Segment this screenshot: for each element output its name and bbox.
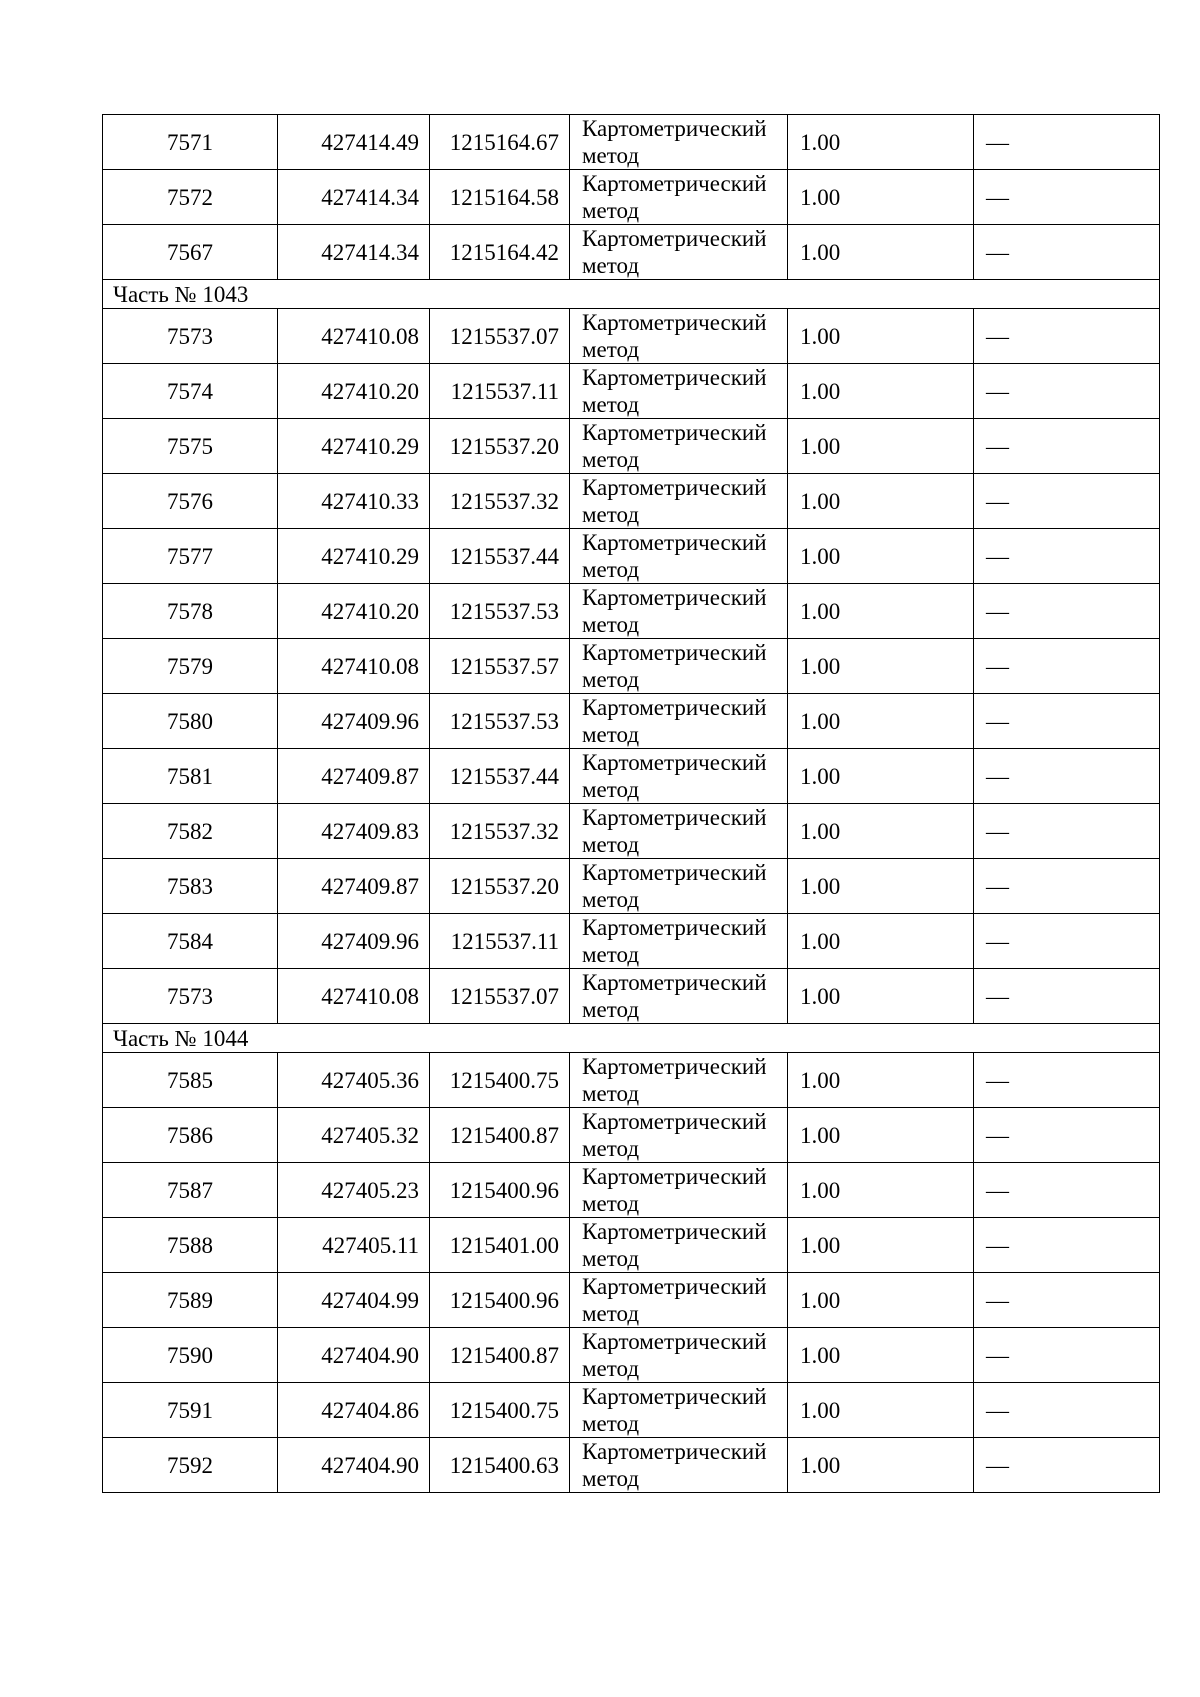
x-coordinate-cell: 427410.29 — [278, 529, 430, 584]
description-cell: — — [974, 115, 1160, 170]
method-cell — [570, 584, 788, 639]
method-line-1: Картометрический — [582, 805, 767, 830]
description-cell: — — [974, 639, 1160, 694]
method-cell — [570, 225, 788, 280]
method-line-1: Картометрический — [582, 585, 767, 610]
method-line-1: Картометрический — [582, 640, 767, 665]
description-cell: — — [974, 914, 1160, 969]
point-number-cell: 7574 — [103, 364, 278, 419]
description-cell: — — [974, 1053, 1160, 1108]
table-row — [103, 1108, 1160, 1163]
method-line-1: Картометрический — [582, 171, 767, 196]
point-number-cell: 7567 — [103, 225, 278, 280]
description-cell: — — [974, 170, 1160, 225]
point-number-cell: 7589 — [103, 1273, 278, 1328]
method-line-2: метод — [582, 1191, 640, 1216]
y-coordinate-cell: 1215164.58 — [430, 170, 570, 225]
method-line-2: метод — [582, 198, 640, 223]
method-cell — [570, 364, 788, 419]
table-row — [103, 1438, 1160, 1493]
method-line-2: метод — [582, 722, 640, 747]
y-coordinate-cell: 1215537.53 — [430, 694, 570, 749]
method-cell — [570, 694, 788, 749]
accuracy-cell: 1.00 — [788, 115, 974, 170]
table-row — [103, 584, 1160, 639]
method-cell — [570, 115, 788, 170]
x-coordinate-cell: 427409.83 — [278, 804, 430, 859]
x-coordinate-cell: 427409.96 — [278, 694, 430, 749]
table-row — [103, 225, 1160, 280]
table-row — [103, 1163, 1160, 1218]
method-line-1: Картометрический — [582, 1329, 767, 1354]
method-line-2: метод — [582, 1246, 640, 1271]
x-coordinate-cell: 427410.08 — [278, 309, 430, 364]
table-row — [103, 115, 1160, 170]
table-row — [103, 309, 1160, 364]
table-row — [103, 914, 1160, 969]
accuracy-cell: 1.00 — [788, 225, 974, 280]
y-coordinate-cell: 1215537.32 — [430, 474, 570, 529]
x-coordinate-cell: 427410.20 — [278, 364, 430, 419]
y-coordinate-cell: 1215537.44 — [430, 529, 570, 584]
point-number-cell: 7580 — [103, 694, 278, 749]
method-line-1: Картометрический — [582, 420, 767, 445]
accuracy-cell: 1.00 — [788, 1053, 974, 1108]
y-coordinate-cell: 1215537.11 — [430, 914, 570, 969]
y-coordinate-cell: 1215164.67 — [430, 115, 570, 170]
method-line-2: метод — [582, 1356, 640, 1381]
point-number-cell: 7581 — [103, 749, 278, 804]
method-line-2: метод — [582, 612, 640, 637]
x-coordinate-cell: 427410.33 — [278, 474, 430, 529]
table-row — [103, 1053, 1160, 1108]
method-line-1: Картометрический — [582, 1219, 767, 1244]
description-cell: — — [974, 584, 1160, 639]
table-row — [103, 694, 1160, 749]
x-coordinate-cell: 427409.87 — [278, 749, 430, 804]
point-number-cell: 7585 — [103, 1053, 278, 1108]
method-line-1: Картометрический — [582, 226, 767, 251]
x-coordinate-cell: 427409.87 — [278, 859, 430, 914]
method-line-2: метод — [582, 997, 640, 1022]
method-line-1: Картометрический — [582, 116, 767, 141]
y-coordinate-cell: 1215400.96 — [430, 1273, 570, 1328]
section-title: Часть № 1044 — [103, 1024, 1160, 1053]
point-number-cell: 7571 — [103, 115, 278, 170]
point-number-cell: 7592 — [103, 1438, 278, 1493]
method-cell — [570, 1163, 788, 1218]
y-coordinate-cell: 1215537.32 — [430, 804, 570, 859]
method-cell — [570, 859, 788, 914]
description-cell: — — [974, 1218, 1160, 1273]
method-line-2: метод — [582, 1081, 640, 1106]
section-header-row — [103, 280, 1160, 309]
table-row — [103, 529, 1160, 584]
accuracy-cell: 1.00 — [788, 1163, 974, 1218]
y-coordinate-cell: 1215537.07 — [430, 969, 570, 1024]
method-line-1: Картометрический — [582, 1274, 767, 1299]
accuracy-cell: 1.00 — [788, 1383, 974, 1438]
accuracy-cell: 1.00 — [788, 1218, 974, 1273]
table-row — [103, 1273, 1160, 1328]
y-coordinate-cell: 1215400.96 — [430, 1163, 570, 1218]
description-cell: — — [974, 749, 1160, 804]
accuracy-cell: 1.00 — [788, 694, 974, 749]
method-cell — [570, 639, 788, 694]
description-cell: — — [974, 1438, 1160, 1493]
y-coordinate-cell: 1215537.07 — [430, 309, 570, 364]
method-line-1: Картометрический — [582, 750, 767, 775]
y-coordinate-cell: 1215537.20 — [430, 859, 570, 914]
description-cell: — — [974, 1328, 1160, 1383]
method-line-1: Картометрический — [582, 860, 767, 885]
y-coordinate-cell: 1215537.57 — [430, 639, 570, 694]
method-cell — [570, 529, 788, 584]
point-number-cell: 7577 — [103, 529, 278, 584]
point-number-cell: 7583 — [103, 859, 278, 914]
accuracy-cell: 1.00 — [788, 1438, 974, 1493]
table-row — [103, 474, 1160, 529]
point-number-cell: 7590 — [103, 1328, 278, 1383]
x-coordinate-cell: 427410.08 — [278, 639, 430, 694]
point-number-cell: 7575 — [103, 419, 278, 474]
method-cell — [570, 804, 788, 859]
method-cell — [570, 1108, 788, 1163]
y-coordinate-cell: 1215400.75 — [430, 1383, 570, 1438]
x-coordinate-cell: 427404.86 — [278, 1383, 430, 1438]
description-cell: — — [974, 969, 1160, 1024]
method-cell — [570, 969, 788, 1024]
accuracy-cell: 1.00 — [788, 969, 974, 1024]
table-row — [103, 1218, 1160, 1273]
method-line-1: Картометрический — [582, 915, 767, 940]
x-coordinate-cell: 427404.90 — [278, 1438, 430, 1493]
accuracy-cell: 1.00 — [788, 419, 974, 474]
point-number-cell: 7579 — [103, 639, 278, 694]
point-number-cell: 7586 — [103, 1108, 278, 1163]
method-line-1: Картометрический — [582, 530, 767, 555]
description-cell: — — [974, 694, 1160, 749]
y-coordinate-cell: 1215401.00 — [430, 1218, 570, 1273]
method-line-2: метод — [582, 1411, 640, 1436]
accuracy-cell: 1.00 — [788, 1328, 974, 1383]
method-line-2: метод — [582, 1466, 640, 1491]
accuracy-cell: 1.00 — [788, 1108, 974, 1163]
method-line-1: Картометрический — [582, 695, 767, 720]
description-cell: — — [974, 1383, 1160, 1438]
description-cell: — — [974, 1163, 1160, 1218]
description-cell: — — [974, 419, 1160, 474]
description-cell: — — [974, 364, 1160, 419]
method-line-2: метод — [582, 392, 640, 417]
method-cell — [570, 1053, 788, 1108]
accuracy-cell: 1.00 — [788, 804, 974, 859]
method-cell — [570, 1328, 788, 1383]
point-number-cell: 7573 — [103, 969, 278, 1024]
table-row — [103, 969, 1160, 1024]
method-cell — [570, 749, 788, 804]
description-cell: — — [974, 309, 1160, 364]
y-coordinate-cell: 1215537.20 — [430, 419, 570, 474]
y-coordinate-cell: 1215400.87 — [430, 1108, 570, 1163]
method-line-1: Картометрический — [582, 1439, 767, 1464]
x-coordinate-cell: 427404.90 — [278, 1328, 430, 1383]
method-cell — [570, 474, 788, 529]
description-cell: — — [974, 859, 1160, 914]
x-coordinate-cell: 427405.36 — [278, 1053, 430, 1108]
accuracy-cell: 1.00 — [788, 749, 974, 804]
method-line-2: метод — [582, 253, 640, 278]
x-coordinate-cell: 427414.34 — [278, 225, 430, 280]
method-cell — [570, 1383, 788, 1438]
point-number-cell: 7584 — [103, 914, 278, 969]
y-coordinate-cell: 1215164.42 — [430, 225, 570, 280]
description-cell: — — [974, 1273, 1160, 1328]
method-cell — [570, 1273, 788, 1328]
table-row — [103, 804, 1160, 859]
y-coordinate-cell: 1215537.53 — [430, 584, 570, 639]
method-line-2: метод — [582, 557, 640, 582]
y-coordinate-cell: 1215400.75 — [430, 1053, 570, 1108]
method-cell — [570, 170, 788, 225]
accuracy-cell: 1.00 — [788, 364, 974, 419]
x-coordinate-cell: 427410.08 — [278, 969, 430, 1024]
x-coordinate-cell: 427405.32 — [278, 1108, 430, 1163]
method-line-1: Картометрический — [582, 310, 767, 335]
accuracy-cell: 1.00 — [788, 474, 974, 529]
method-line-1: Картометрический — [582, 1384, 767, 1409]
method-line-2: метод — [582, 777, 640, 802]
description-cell: — — [974, 225, 1160, 280]
accuracy-cell: 1.00 — [788, 584, 974, 639]
point-number-cell: 7591 — [103, 1383, 278, 1438]
x-coordinate-cell: 427414.49 — [278, 115, 430, 170]
table-row — [103, 749, 1160, 804]
point-number-cell: 7578 — [103, 584, 278, 639]
y-coordinate-cell: 1215537.11 — [430, 364, 570, 419]
method-line-2: метод — [582, 942, 640, 967]
accuracy-cell: 1.00 — [788, 170, 974, 225]
x-coordinate-cell: 427410.29 — [278, 419, 430, 474]
accuracy-cell: 1.00 — [788, 1273, 974, 1328]
method-line-2: метод — [582, 832, 640, 857]
accuracy-cell: 1.00 — [788, 309, 974, 364]
method-line-2: метод — [582, 887, 640, 912]
method-line-2: метод — [582, 1301, 640, 1326]
accuracy-cell: 1.00 — [788, 914, 974, 969]
coordinates-table — [102, 114, 1160, 1493]
method-line-1: Картометрический — [582, 970, 767, 995]
description-cell: — — [974, 1108, 1160, 1163]
table-row — [103, 859, 1160, 914]
section-title: Часть № 1043 — [103, 280, 1160, 309]
point-number-cell: 7588 — [103, 1218, 278, 1273]
point-number-cell: 7573 — [103, 309, 278, 364]
coordinates-table-body — [103, 115, 1160, 1493]
x-coordinate-cell: 427414.34 — [278, 170, 430, 225]
accuracy-cell: 1.00 — [788, 639, 974, 694]
description-cell: — — [974, 529, 1160, 584]
point-number-cell: 7572 — [103, 170, 278, 225]
x-coordinate-cell: 427405.11 — [278, 1218, 430, 1273]
x-coordinate-cell: 427404.99 — [278, 1273, 430, 1328]
method-line-1: Картометрический — [582, 1054, 767, 1079]
method-line-2: метод — [582, 447, 640, 472]
method-line-1: Картометрический — [582, 475, 767, 500]
method-line-1: Картометрический — [582, 365, 767, 390]
x-coordinate-cell: 427405.23 — [278, 1163, 430, 1218]
table-row — [103, 419, 1160, 474]
method-line-1: Картометрический — [582, 1109, 767, 1134]
method-line-2: метод — [582, 667, 640, 692]
method-line-2: метод — [582, 143, 640, 168]
table-row — [103, 364, 1160, 419]
y-coordinate-cell: 1215537.44 — [430, 749, 570, 804]
y-coordinate-cell: 1215400.87 — [430, 1328, 570, 1383]
section-header-row — [103, 1024, 1160, 1053]
accuracy-cell: 1.00 — [788, 859, 974, 914]
table-row — [103, 170, 1160, 225]
point-number-cell: 7576 — [103, 474, 278, 529]
table-row — [103, 1383, 1160, 1438]
method-line-1: Картометрический — [582, 1164, 767, 1189]
point-number-cell: 7582 — [103, 804, 278, 859]
method-line-2: метод — [582, 502, 640, 527]
accuracy-cell: 1.00 — [788, 529, 974, 584]
method-cell — [570, 309, 788, 364]
description-cell: — — [974, 804, 1160, 859]
method-cell — [570, 914, 788, 969]
description-cell: — — [974, 474, 1160, 529]
y-coordinate-cell: 1215400.63 — [430, 1438, 570, 1493]
point-number-cell: 7587 — [103, 1163, 278, 1218]
table-row — [103, 639, 1160, 694]
method-cell — [570, 1218, 788, 1273]
x-coordinate-cell: 427409.96 — [278, 914, 430, 969]
method-cell — [570, 1438, 788, 1493]
table-row — [103, 1328, 1160, 1383]
x-coordinate-cell: 427410.20 — [278, 584, 430, 639]
method-line-2: метод — [582, 1136, 640, 1161]
method-cell — [570, 419, 788, 474]
method-line-2: метод — [582, 337, 640, 362]
